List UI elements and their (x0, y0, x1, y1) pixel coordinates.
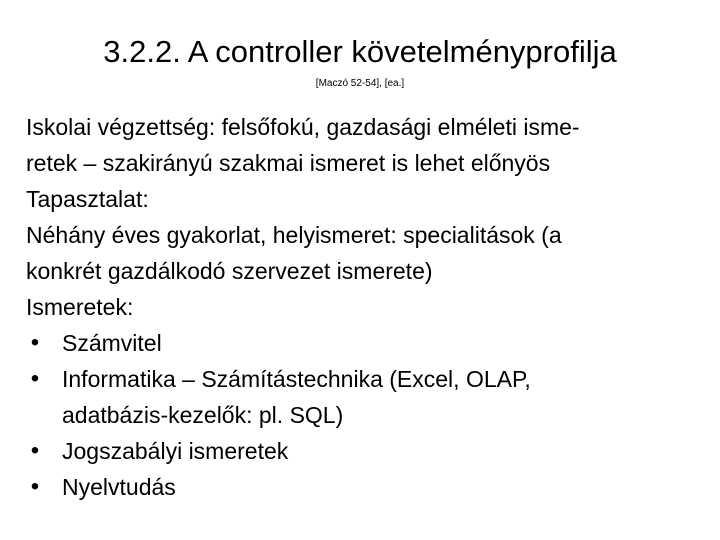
bullet-icon: • (30, 365, 40, 392)
slide-body (26, 109, 706, 505)
bullet-item-languages (26, 469, 706, 505)
bullet-item-accounting (26, 325, 706, 361)
body-line-knowledge-heading: Ismeretek: (26, 294, 134, 320)
bullet-icon: • (30, 473, 40, 500)
body-line-experience-continued: konkrét gazdálkodó szervezet ismerete) (26, 258, 433, 284)
bullet-icon: • (30, 329, 40, 356)
citation: [Maczó 52-54], [ea.] (315, 78, 405, 89)
slide-title: 3.2.2. A controller követelményprofilja (103, 34, 617, 69)
bullet-label: Jogszabályi ismeretek (62, 438, 289, 464)
body-line-experience-heading: Tapasztalat: (26, 186, 149, 212)
bullet-label: Informatika – Számítástechnika (Excel, OLAP, (62, 366, 531, 392)
body-line-education: Iskolai végzettség: felsőfokú, gazdasági elméleti isme- (26, 114, 580, 140)
bullet-icon: • (30, 437, 40, 464)
bullet-label: Számvitel (62, 330, 162, 356)
body-line-education-continued: retek – szakirányú szakmai ismeret is lehet előnyös (26, 150, 551, 176)
bullet-item-legal (26, 433, 706, 469)
bullet-item-informatics (26, 361, 706, 397)
bullet-label: Nyelvtudás (62, 474, 176, 500)
body-line-experience: Néhány éves gyakorlat, helyismeret: specialitások (a (26, 222, 562, 248)
bullet-item-informatics-continued: adatbázis-kezelők: pl. SQL) (62, 402, 344, 428)
